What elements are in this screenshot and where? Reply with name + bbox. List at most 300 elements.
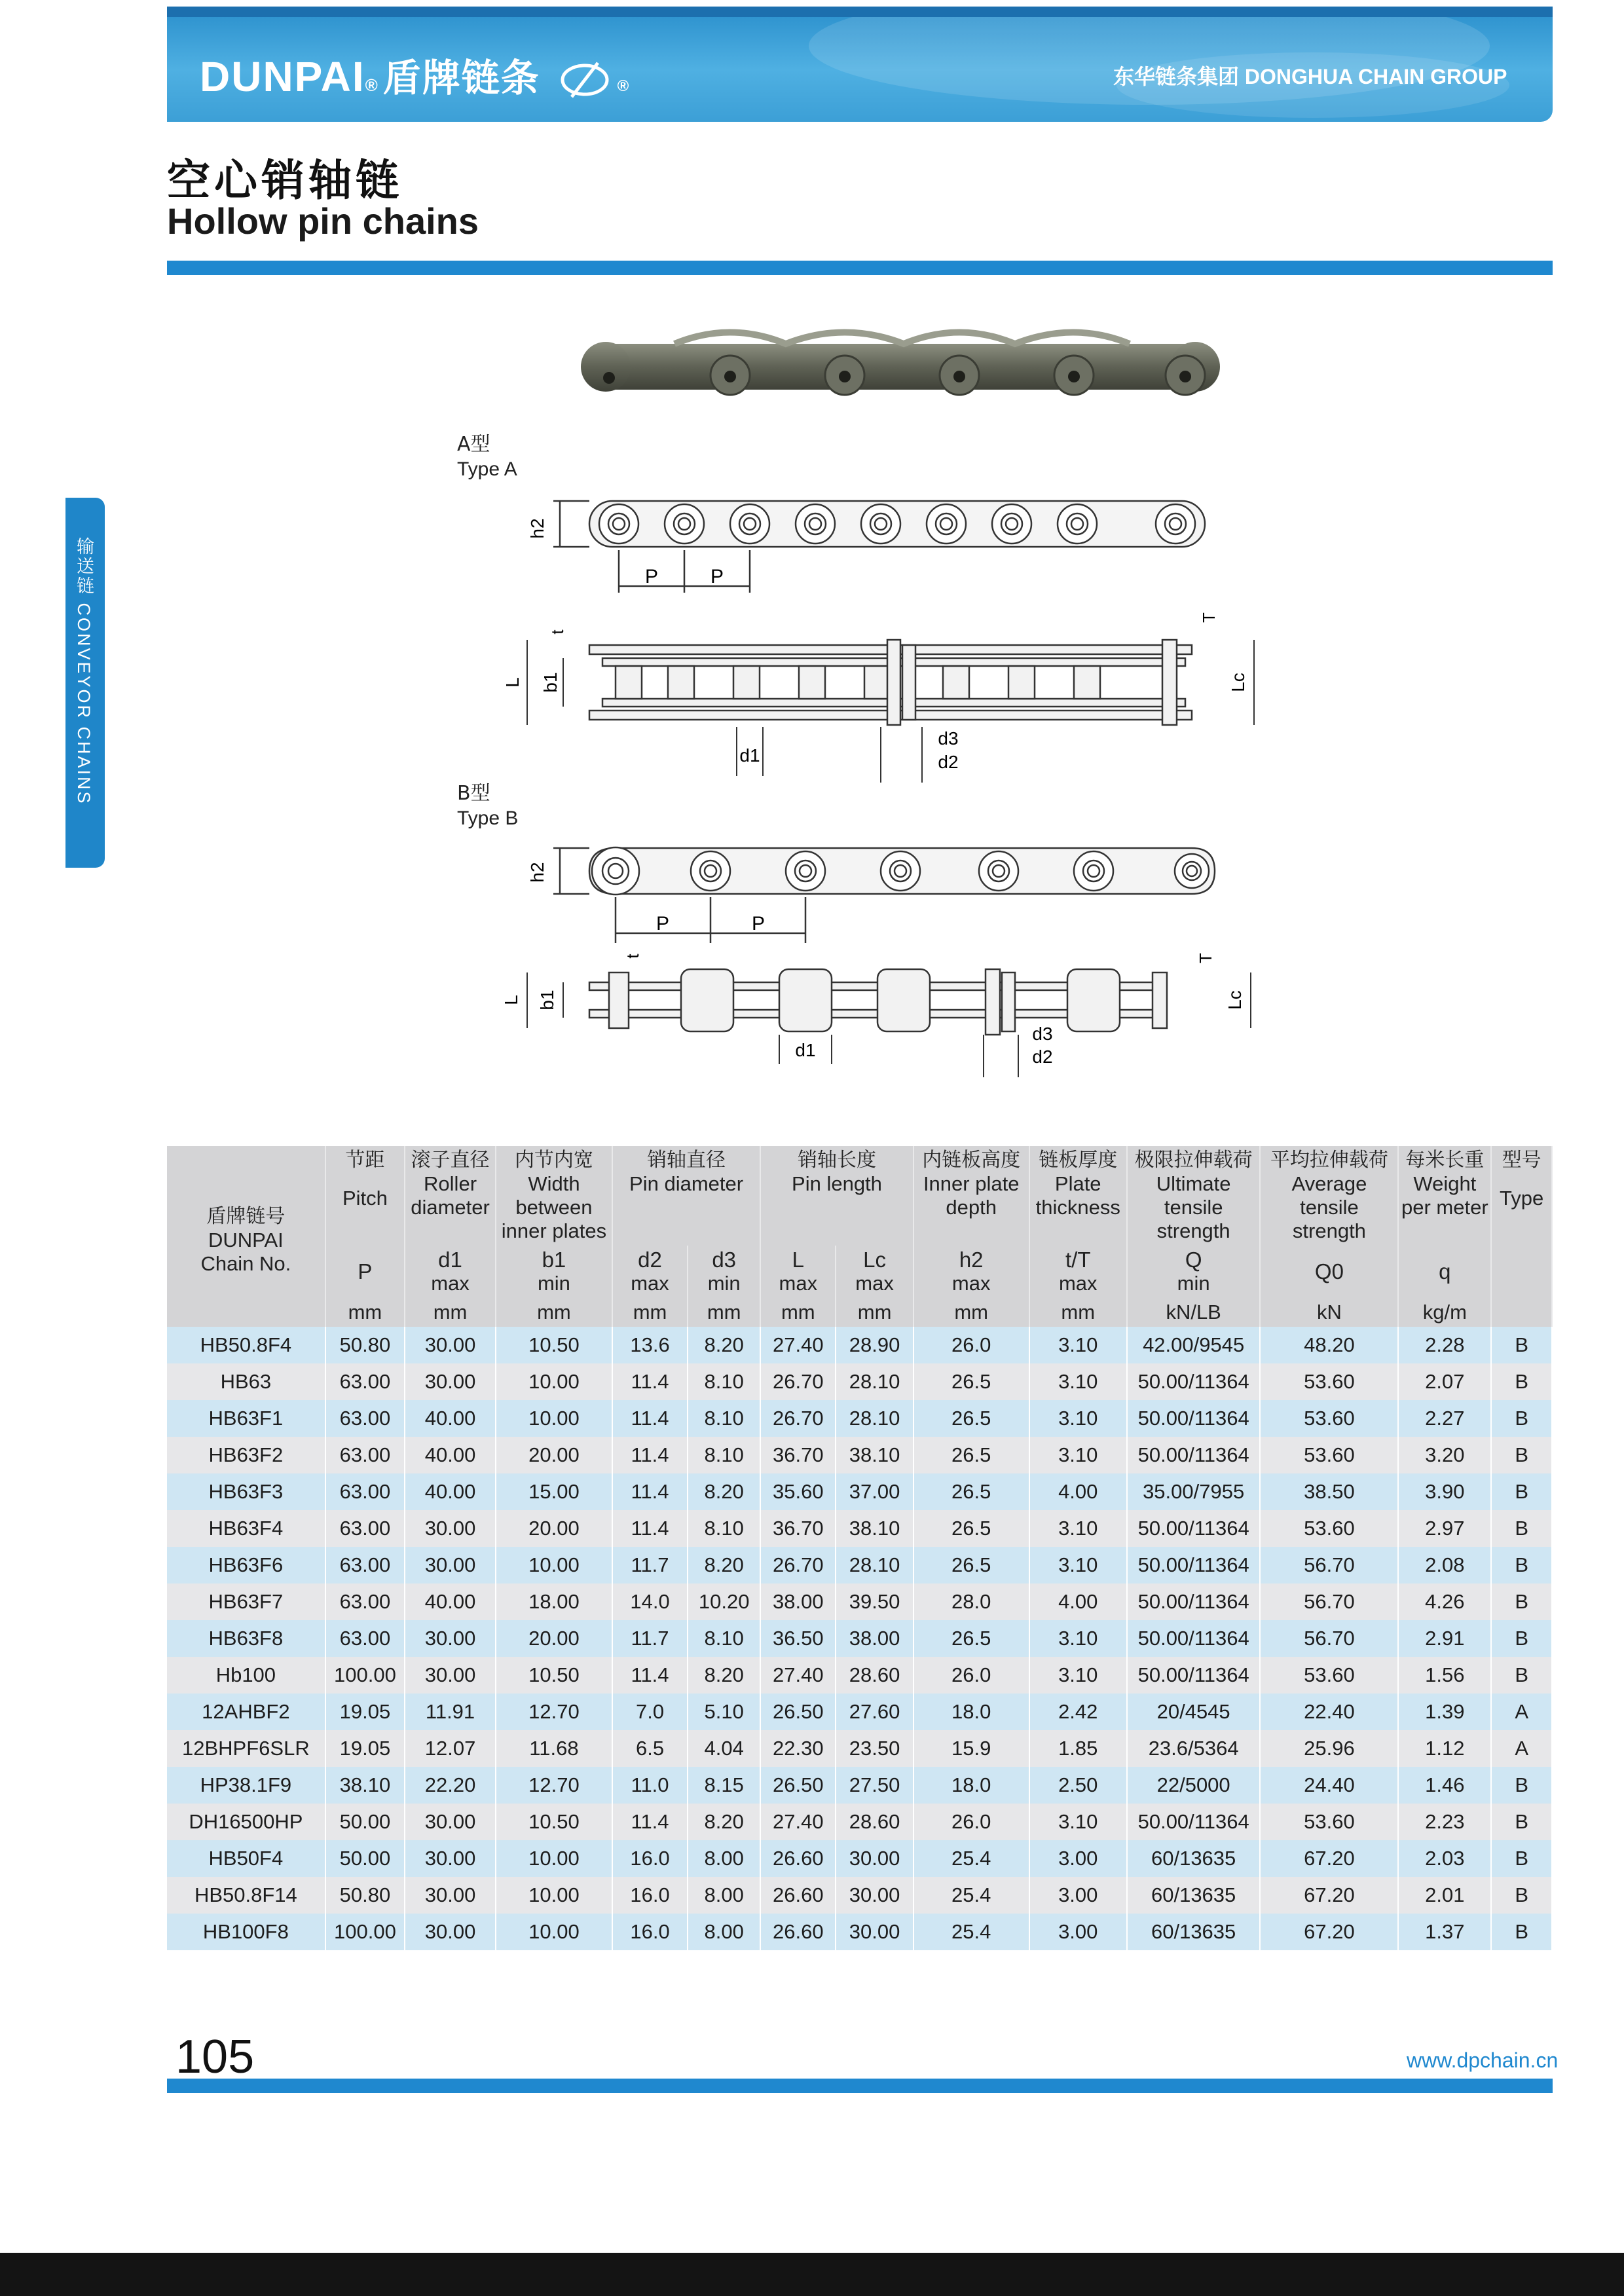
table-cell: B — [1491, 1583, 1552, 1620]
table-cell: 40.00 — [405, 1437, 496, 1473]
table-cell: 30.00 — [405, 1510, 496, 1547]
table-cell: 36.70 — [760, 1510, 836, 1547]
table-cell: 37.00 — [836, 1473, 913, 1510]
brand-mark-icon — [559, 60, 618, 100]
label-d2-b: d2 — [1032, 1046, 1053, 1067]
table-cell: 4.26 — [1398, 1583, 1491, 1620]
table-cell: 25.4 — [913, 1840, 1029, 1877]
table-cell: 56.70 — [1260, 1547, 1398, 1583]
table-header-row-desc — [167, 1146, 1552, 1246]
unit-type — [1491, 1298, 1552, 1327]
table-cell: 100.00 — [325, 1657, 405, 1694]
table-cell: 28.10 — [836, 1400, 913, 1437]
chain-no-cell: HB63F3 — [167, 1473, 325, 1510]
type-a-top-rollers — [616, 666, 1100, 699]
col-ultimate: 极限拉伸载荷 Ultimate tensile strength — [1127, 1146, 1261, 1246]
table-cell: 3.00 — [1029, 1877, 1127, 1914]
label-d2-a: d2 — [938, 752, 959, 772]
table-cell: 11.4 — [612, 1510, 688, 1547]
table-cell: 8.20 — [688, 1327, 760, 1363]
table-cell: 56.70 — [1260, 1620, 1398, 1657]
table-cell: 50.00/11364 — [1127, 1363, 1261, 1400]
type-b-en: Type B — [457, 807, 519, 829]
table-cell: 42.00/9545 — [1127, 1327, 1261, 1363]
label-l-b: L — [501, 995, 521, 1005]
table-cell: 100.00 — [325, 1914, 405, 1950]
table-cell: 26.70 — [760, 1547, 836, 1583]
table-cell: 27.60 — [836, 1694, 913, 1730]
table-row — [167, 1510, 1552, 1547]
table-cell: 26.5 — [913, 1437, 1029, 1473]
table-cell: B — [1491, 1437, 1552, 1473]
table-row — [167, 1767, 1552, 1804]
table-cell: 25.4 — [913, 1914, 1029, 1950]
table-cell: 8.15 — [688, 1767, 760, 1804]
table-cell: 35.60 — [760, 1473, 836, 1510]
col-width: 内节内宽 Width between inner plates — [496, 1146, 612, 1246]
type-a-en: Type A — [457, 458, 517, 480]
table-cell: B — [1491, 1767, 1552, 1804]
table-cell: B — [1491, 1914, 1552, 1950]
chain-no-cell: HP38.1F9 — [167, 1767, 325, 1804]
col-plate-depth: 内链板高度 Inner plate depth — [913, 1146, 1029, 1246]
table-cell: 3.10 — [1029, 1400, 1127, 1437]
table-cell: 10.00 — [496, 1914, 612, 1950]
chain-no-cell: HB63F4 — [167, 1510, 325, 1547]
table-cell: 67.20 — [1260, 1840, 1398, 1877]
table-cell: 30.00 — [405, 1363, 496, 1400]
table-cell: 15.00 — [496, 1473, 612, 1510]
label-p-a1: P — [644, 566, 659, 587]
table-header-row-units — [167, 1298, 1552, 1327]
table-cell: 16.0 — [612, 1840, 688, 1877]
unit-t: mm — [1029, 1298, 1127, 1327]
table-row — [167, 1840, 1552, 1877]
table-cell: 3.00 — [1029, 1914, 1127, 1950]
table-cell: 26.0 — [913, 1804, 1029, 1840]
table-cell: 3.10 — [1029, 1804, 1127, 1840]
table-cell: B — [1491, 1657, 1552, 1694]
table-cell: 8.10 — [688, 1400, 760, 1437]
brand-logo: DUNPAI® 盾牌链条 ® — [200, 53, 631, 100]
sym-l: L max — [760, 1246, 836, 1298]
table-cell: 63.00 — [325, 1620, 405, 1657]
table-cell: 28.10 — [836, 1547, 913, 1583]
table-row — [167, 1804, 1552, 1840]
label-h2-b: h2 — [527, 862, 547, 883]
table-cell: B — [1491, 1620, 1552, 1657]
table-cell: 3.10 — [1029, 1510, 1127, 1547]
col-weight: 每米长重 Weight per meter — [1398, 1146, 1491, 1246]
label-l-a: L — [502, 677, 523, 688]
table-cell: 40.00 — [405, 1473, 496, 1510]
table-cell: 27.40 — [760, 1327, 836, 1363]
table-cell: 30.00 — [405, 1657, 496, 1694]
label-b1-b: b1 — [537, 990, 557, 1010]
table-cell: 3.10 — [1029, 1327, 1127, 1363]
table-cell: B — [1491, 1547, 1552, 1583]
table-cell: 18.0 — [913, 1767, 1029, 1804]
table-cell: 11.4 — [612, 1437, 688, 1473]
table-cell: 63.00 — [325, 1400, 405, 1437]
table-cell: 53.60 — [1260, 1400, 1398, 1437]
table-cell: 26.50 — [760, 1767, 836, 1804]
page-title-en: Hollow pin chains — [167, 200, 479, 242]
header-topline — [167, 7, 1553, 17]
table-cell: 40.00 — [405, 1400, 496, 1437]
table-row — [167, 1877, 1552, 1914]
label-lc-b: Lc — [1225, 990, 1245, 1010]
chain-no-cell: HB63 — [167, 1363, 325, 1400]
table-cell: 22/5000 — [1127, 1767, 1261, 1804]
chain-no-cell: HB100F8 — [167, 1914, 325, 1950]
table-cell: 2.27 — [1398, 1400, 1491, 1437]
table-cell: 20/4545 — [1127, 1694, 1261, 1730]
chain-no-cell: 12AHBF2 — [167, 1694, 325, 1730]
sym-h2: h2 max — [913, 1246, 1029, 1298]
table-cell: 63.00 — [325, 1547, 405, 1583]
table-cell: 4.00 — [1029, 1473, 1127, 1510]
col-chain-no: 盾牌链号 DUNPAI Chain No. — [167, 1146, 325, 1298]
table-cell: 11.4 — [612, 1804, 688, 1840]
table-cell: 3.90 — [1398, 1473, 1491, 1510]
table-cell: 53.60 — [1260, 1804, 1398, 1840]
chain-no-cell: HB63F6 — [167, 1547, 325, 1583]
table-cell: B — [1491, 1840, 1552, 1877]
table-cell: 27.40 — [760, 1657, 836, 1694]
page-number: 105 — [175, 2031, 255, 2083]
table-cell: 10.00 — [496, 1400, 612, 1437]
table-cell: 8.20 — [688, 1657, 760, 1694]
table-cell: 28.90 — [836, 1327, 913, 1363]
unit-width: mm — [496, 1298, 612, 1327]
table-cell: 11.4 — [612, 1473, 688, 1510]
unit-chain-no — [167, 1298, 325, 1327]
table-cell: 3.10 — [1029, 1620, 1127, 1657]
table-cell: 4.00 — [1029, 1583, 1127, 1620]
table-cell: 1.39 — [1398, 1694, 1491, 1730]
table-cell: 23.50 — [836, 1730, 913, 1767]
table-cell: 40.00 — [405, 1583, 496, 1620]
table-row — [167, 1363, 1552, 1400]
label-p-a2: P — [710, 566, 724, 587]
table-cell: 11.91 — [405, 1694, 496, 1730]
table-cell: 30.00 — [405, 1547, 496, 1583]
table-cell: 3.10 — [1029, 1363, 1127, 1400]
table-cell: 19.05 — [325, 1694, 405, 1730]
table-cell: 26.5 — [913, 1363, 1029, 1400]
table-cell: 8.00 — [688, 1877, 760, 1914]
table-cell: 60/13635 — [1127, 1877, 1261, 1914]
table-cell: 12.70 — [496, 1694, 612, 1730]
footer-rule — [167, 2079, 1553, 2093]
table-cell: 1.12 — [1398, 1730, 1491, 1767]
table-cell: 27.40 — [760, 1804, 836, 1840]
table-cell: 53.60 — [1260, 1363, 1398, 1400]
table-cell: 5.10 — [688, 1694, 760, 1730]
table-cell: 50.00/11364 — [1127, 1400, 1261, 1437]
table-cell: 16.0 — [612, 1877, 688, 1914]
table-cell: 50.00 — [325, 1804, 405, 1840]
table-cell: 22.20 — [405, 1767, 496, 1804]
page-title-cn: 空心销轴链 — [167, 155, 403, 206]
table-cell: 26.5 — [913, 1620, 1029, 1657]
chain-no-cell: HB50.8F14 — [167, 1877, 325, 1914]
table-cell: 26.5 — [913, 1510, 1029, 1547]
table-cell: 38.00 — [760, 1583, 836, 1620]
table-cell: 50.00/11364 — [1127, 1583, 1261, 1620]
table-cell: 28.10 — [836, 1363, 913, 1400]
chain-no-cell: HB63F7 — [167, 1583, 325, 1620]
chain-photo-links — [581, 333, 1220, 396]
table-cell: 50.80 — [325, 1877, 405, 1914]
table-cell: 50.00/11364 — [1127, 1547, 1261, 1583]
table-row — [167, 1914, 1552, 1950]
table-cell: B — [1491, 1400, 1552, 1437]
table-cell: 28.0 — [913, 1583, 1029, 1620]
table-cell: 20.00 — [496, 1510, 612, 1547]
table-row — [167, 1473, 1552, 1510]
table-cell: 10.50 — [496, 1657, 612, 1694]
label-p-b2: P — [751, 913, 766, 935]
chain-no-cell: 12BHPF6SLR — [167, 1730, 325, 1767]
col-pin-length: 销轴长度 Pin length — [760, 1146, 913, 1246]
table-cell: 25.4 — [913, 1877, 1029, 1914]
table-cell: 30.00 — [836, 1914, 913, 1950]
table-cell: 16.0 — [612, 1914, 688, 1950]
table-cell: 26.5 — [913, 1473, 1029, 1510]
table-cell: 3.20 — [1398, 1437, 1491, 1473]
table-cell: 10.50 — [496, 1327, 612, 1363]
table-cell: B — [1491, 1804, 1552, 1840]
table-cell: 53.60 — [1260, 1510, 1398, 1547]
label-p-b1: P — [655, 913, 670, 935]
table-cell: 50.80 — [325, 1327, 405, 1363]
table-cell: 3.10 — [1029, 1657, 1127, 1694]
unit-weight: kg/m — [1398, 1298, 1491, 1327]
label-d1-b: d1 — [795, 1040, 816, 1060]
table-cell: 36.50 — [760, 1620, 836, 1657]
table-row — [167, 1547, 1552, 1583]
table-cell: 4.04 — [688, 1730, 760, 1767]
table-cell: 1.37 — [1398, 1914, 1491, 1950]
title-rule — [167, 261, 1553, 275]
table-cell: 60/13635 — [1127, 1840, 1261, 1877]
label-d3-a: d3 — [938, 728, 959, 749]
table-row — [167, 1327, 1552, 1363]
table-row — [167, 1400, 1552, 1437]
table-cell: 1.46 — [1398, 1767, 1491, 1804]
table-row — [167, 1657, 1552, 1694]
table-header-row-symbols — [167, 1246, 1552, 1298]
table-cell: 50.00 — [325, 1840, 405, 1877]
table-cell: 23.6/5364 — [1127, 1730, 1261, 1767]
sym-width: b1 min — [496, 1246, 612, 1298]
label-b1-a: b1 — [540, 672, 561, 693]
col-pin-diameter: 销轴直径 Pin diameter — [612, 1146, 760, 1246]
table-cell: 56.70 — [1260, 1583, 1398, 1620]
website-link[interactable]: www.dpchain.cn — [1407, 2048, 1559, 2072]
chain-no-cell: HB63F1 — [167, 1400, 325, 1437]
type-a-cn: A型 — [457, 433, 490, 456]
table-cell: 26.5 — [913, 1400, 1029, 1437]
table-cell: 20.00 — [496, 1437, 612, 1473]
table-cell: 38.10 — [836, 1437, 913, 1473]
sym-q0: Q0 — [1260, 1246, 1398, 1298]
table-cell: 7.0 — [612, 1694, 688, 1730]
sym-lc: Lc max — [836, 1246, 913, 1298]
table-cell: 50.00/11364 — [1127, 1510, 1261, 1547]
sym-d2: d2 max — [612, 1246, 688, 1298]
table-cell: 30.00 — [405, 1840, 496, 1877]
table-cell: A — [1491, 1730, 1552, 1767]
table-cell: 10.00 — [496, 1840, 612, 1877]
sym-t: t/T max — [1029, 1246, 1127, 1298]
unit-l: mm — [760, 1298, 836, 1327]
chain-no-cell: HB63F8 — [167, 1620, 325, 1657]
table-cell: 6.5 — [612, 1730, 688, 1767]
table-cell: 22.40 — [1260, 1694, 1398, 1730]
table-cell: 26.70 — [760, 1400, 836, 1437]
label-cap-t-b: T — [1196, 953, 1215, 963]
label-t-b: t — [623, 954, 642, 959]
chain-no-cell: DH16500HP — [167, 1804, 325, 1840]
label-lc-a: Lc — [1228, 673, 1248, 692]
table-cell: 8.20 — [688, 1547, 760, 1583]
table-cell: 25.96 — [1260, 1730, 1398, 1767]
table-cell: 26.50 — [760, 1694, 836, 1730]
sym-weight: q — [1398, 1246, 1491, 1298]
table-cell: 11.68 — [496, 1730, 612, 1767]
table-row — [167, 1620, 1552, 1657]
table-cell: 38.00 — [836, 1620, 913, 1657]
table-cell: 2.97 — [1398, 1510, 1491, 1547]
table-cell: 26.0 — [913, 1327, 1029, 1363]
table-cell: 8.10 — [688, 1363, 760, 1400]
chain-photo — [576, 324, 1225, 416]
table-cell: 2.07 — [1398, 1363, 1491, 1400]
chain-no-cell: HB63F2 — [167, 1437, 325, 1473]
col-roller: 滚子直径 Roller diameter — [405, 1146, 496, 1246]
table-cell: 30.00 — [405, 1620, 496, 1657]
table-cell: 11.7 — [612, 1547, 688, 1583]
table-cell: 2.01 — [1398, 1877, 1491, 1914]
table-cell: 1.56 — [1398, 1657, 1491, 1694]
table-cell: 14.0 — [612, 1583, 688, 1620]
table-cell: 10.00 — [496, 1877, 612, 1914]
table-cell: 2.23 — [1398, 1804, 1491, 1840]
col-pitch: 节距 Pitch — [325, 1146, 405, 1246]
spec-table — [167, 1146, 1553, 1950]
table-cell: 36.70 — [760, 1437, 836, 1473]
table-cell: B — [1491, 1877, 1552, 1914]
col-type: 型号 Type — [1491, 1146, 1552, 1246]
unit-q: kN/LB — [1127, 1298, 1261, 1327]
chain-no-cell: HB50F4 — [167, 1840, 325, 1877]
table-cell: 10.00 — [496, 1363, 612, 1400]
table-cell: 11.4 — [612, 1363, 688, 1400]
table-cell: 10.00 — [496, 1547, 612, 1583]
table-cell: 30.00 — [405, 1804, 496, 1840]
table-cell: 2.03 — [1398, 1840, 1491, 1877]
table-cell: 3.00 — [1029, 1840, 1127, 1877]
table-cell: 30.00 — [405, 1327, 496, 1363]
label-t-a: t — [547, 629, 567, 635]
table-cell: 13.6 — [612, 1327, 688, 1363]
table-cell: 63.00 — [325, 1473, 405, 1510]
table-cell: 38.50 — [1260, 1473, 1398, 1510]
col-plate-thickness: 链板厚度 Plate thickness — [1029, 1146, 1127, 1246]
table-cell: 8.20 — [688, 1473, 760, 1510]
table-cell: 2.50 — [1029, 1767, 1127, 1804]
table-cell: 2.28 — [1398, 1327, 1491, 1363]
table-cell: 48.20 — [1260, 1327, 1398, 1363]
table-row — [167, 1730, 1552, 1767]
label-d1-a: d1 — [739, 745, 760, 766]
table-cell: 35.00/7955 — [1127, 1473, 1261, 1510]
table-cell: 50.00/11364 — [1127, 1437, 1261, 1473]
table-cell: 28.60 — [836, 1657, 913, 1694]
table-cell: 38.10 — [325, 1767, 405, 1804]
scan-edge — [0, 2253, 1624, 2296]
sym-d3: d3 min — [688, 1246, 760, 1298]
unit-d2: mm — [612, 1298, 688, 1327]
table-cell: 67.20 — [1260, 1914, 1398, 1950]
chain-no-cell: HB50.8F4 — [167, 1327, 325, 1363]
table-cell: 11.4 — [612, 1657, 688, 1694]
table-cell: 18.0 — [913, 1694, 1029, 1730]
table-cell: 11.4 — [612, 1400, 688, 1437]
type-b-top-rollers — [681, 969, 1120, 1031]
group-name: 东华链条集团 DONGHUA CHAIN GROUP — [1113, 65, 1507, 88]
table-cell: A — [1491, 1694, 1552, 1730]
table-cell: 60/13635 — [1127, 1914, 1261, 1950]
table-cell: 11.7 — [612, 1620, 688, 1657]
label-h2-a: h2 — [527, 518, 547, 539]
type-a-label — [457, 432, 517, 482]
unit-pitch: mm — [325, 1298, 405, 1327]
table-cell: 53.60 — [1260, 1657, 1398, 1694]
table-cell: 8.10 — [688, 1510, 760, 1547]
table-cell: 20.00 — [496, 1620, 612, 1657]
sym-pitch: P — [325, 1246, 405, 1298]
table-cell: 50.00/11364 — [1127, 1657, 1261, 1694]
table-cell: 26.60 — [760, 1877, 836, 1914]
label-cap-t-a: T — [1199, 612, 1219, 623]
table-cell: 12.07 — [405, 1730, 496, 1767]
unit-q0: kN — [1260, 1298, 1398, 1327]
chain-no-cell: Hb100 — [167, 1657, 325, 1694]
table-cell: 24.40 — [1260, 1767, 1398, 1804]
table-cell: 15.9 — [913, 1730, 1029, 1767]
type-b-label — [457, 781, 518, 831]
table-cell: 30.00 — [836, 1840, 913, 1877]
table-cell: B — [1491, 1327, 1552, 1363]
type-b-cn: B型 — [457, 782, 490, 805]
table-cell: 8.00 — [688, 1840, 760, 1877]
table-cell: 8.10 — [688, 1437, 760, 1473]
table-row — [167, 1437, 1552, 1473]
table-cell: 2.42 — [1029, 1694, 1127, 1730]
table-cell: 26.60 — [760, 1914, 836, 1950]
unit-h2: mm — [913, 1298, 1029, 1327]
table-cell: 53.60 — [1260, 1437, 1398, 1473]
table-cell: 28.60 — [836, 1804, 913, 1840]
table-cell: 26.60 — [760, 1840, 836, 1877]
table-cell: 26.0 — [913, 1657, 1029, 1694]
table-cell: 26.5 — [913, 1547, 1029, 1583]
table-cell: 10.50 — [496, 1804, 612, 1840]
